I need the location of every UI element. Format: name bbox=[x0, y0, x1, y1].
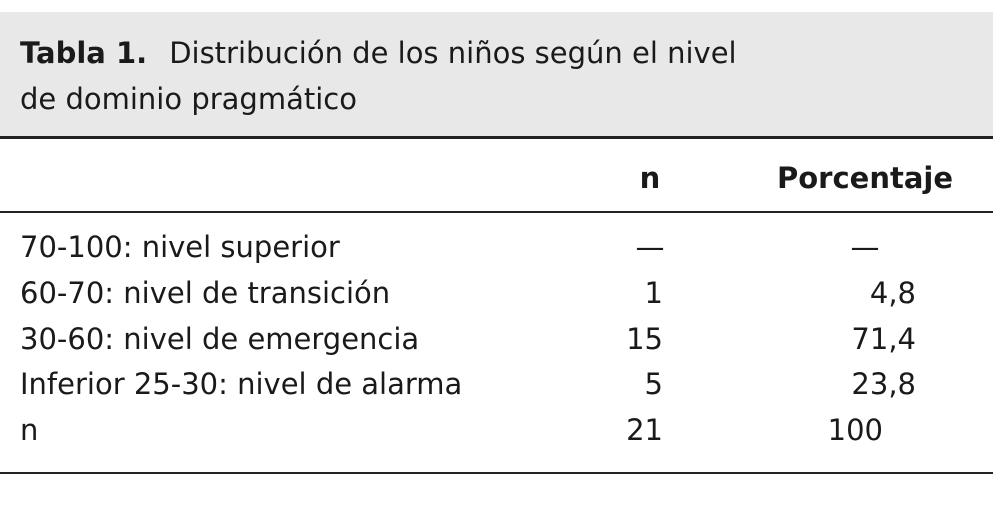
column-header-percent: Porcentaje bbox=[776, 161, 954, 195]
row-n: 15 bbox=[626, 322, 663, 356]
row-label: 30-60: nivel de emergencia bbox=[20, 322, 420, 356]
table-title: Distribución de los niños según el nivel bbox=[169, 36, 737, 70]
row-percent: 23,8 bbox=[851, 367, 916, 401]
row-percent: — bbox=[850, 230, 880, 264]
table-label: Tabla 1. bbox=[20, 36, 148, 70]
row-n: 5 bbox=[644, 367, 663, 401]
row-label: 60-70: nivel de transición bbox=[20, 276, 391, 310]
table-bottom-rule bbox=[0, 472, 993, 474]
table-row bbox=[0, 224, 993, 270]
row-percent: 100 bbox=[827, 413, 883, 447]
row-label: n bbox=[20, 413, 39, 447]
caption-line-1 bbox=[20, 30, 980, 76]
caption-line-2: de dominio pragmático bbox=[20, 82, 357, 116]
table-caption bbox=[20, 30, 980, 122]
row-n: 1 bbox=[644, 276, 663, 310]
row-n: 21 bbox=[626, 413, 663, 447]
row-percent: 71,4 bbox=[851, 322, 916, 356]
table-row-total bbox=[0, 407, 993, 453]
table-row bbox=[0, 270, 993, 316]
table-header-rule bbox=[0, 211, 993, 213]
row-label: Inferior 25-30: nivel de alarma bbox=[20, 367, 463, 401]
column-header-n: n bbox=[639, 161, 661, 195]
table-row bbox=[0, 361, 993, 407]
table-top-rule bbox=[0, 136, 993, 139]
row-n: — bbox=[635, 230, 665, 264]
row-percent: 4,8 bbox=[869, 276, 916, 310]
row-label: 70-100: nivel superior bbox=[20, 230, 340, 264]
table-row bbox=[0, 316, 993, 362]
